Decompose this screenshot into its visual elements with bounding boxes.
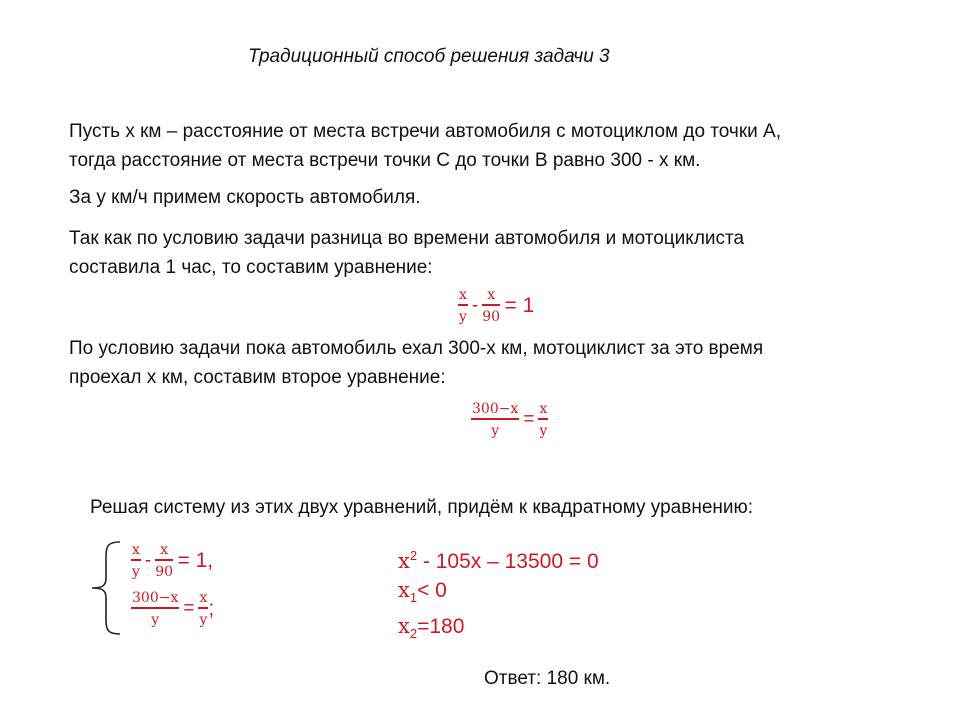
denominator: y [131, 564, 140, 580]
fraction-x-over-y [538, 401, 548, 439]
system-equation-2 [131, 590, 214, 628]
paragraph-definition-x [69, 117, 781, 175]
denominator: y [491, 423, 500, 439]
paragraph-line: тогда расстояние от места встречи точки С до точки В равно 300 - x км. [69, 150, 701, 171]
semicolon: ; [208, 597, 215, 620]
fraction-x-over-90 [155, 542, 173, 580]
subscript: 2 [409, 626, 418, 642]
paragraph-definition-y: За y км/ч примем скорость автомобиля. [69, 187, 421, 208]
denominator: y [539, 423, 548, 439]
fraction-300-minus-x-over-y [471, 401, 519, 439]
denominator: 90 [155, 564, 174, 580]
paragraph-first-equation-intro [69, 224, 744, 282]
minus-sign: - [471, 295, 479, 316]
root-1 [398, 576, 599, 612]
equals-sign: = [523, 409, 535, 430]
variable: x [398, 578, 410, 602]
equation-rhs: = 1 [504, 294, 535, 317]
root-value: =180 [417, 615, 465, 639]
numerator: x [458, 287, 468, 306]
denominator: y [151, 612, 160, 628]
paragraph-line: Так как по условию задачи разница во времени автомобиля и мотоциклиста [69, 228, 745, 249]
denominator: y [199, 612, 208, 628]
equation-rhs: = 1, [177, 549, 214, 572]
variable: x [398, 549, 410, 573]
exponent: 2 [409, 548, 418, 563]
root-value: < 0 [417, 579, 447, 602]
fraction-300-minus-x-over-y [131, 590, 179, 628]
numerator: x [155, 542, 173, 561]
numerator: x [538, 401, 548, 420]
paragraph-line: проехал x км, составим второе уравнение: [69, 367, 446, 388]
fraction-x-over-y [198, 590, 208, 628]
variable: x [398, 614, 410, 639]
quadratic-equation [398, 541, 599, 576]
fraction-x-over-y [458, 287, 468, 325]
denominator: 90 [482, 309, 501, 325]
root-2 [398, 612, 599, 648]
equation-1 [458, 287, 534, 325]
numerator: x [482, 287, 500, 306]
equation-rest: - 105x – 13500 = 0 [417, 550, 599, 573]
quadratic-solution [398, 541, 599, 648]
page-title: Традиционный способ решения задачи 3 [248, 46, 610, 67]
fraction-x-over-90 [482, 287, 500, 325]
equation-2 [471, 401, 548, 439]
numerator: 300−x [471, 401, 519, 420]
numerator: 300−x [131, 590, 179, 609]
paragraph-line: По условию задачи пока автомобиль ехал 300-x км, мотоциклист за это время [69, 338, 764, 359]
subscript: 1 [409, 590, 418, 606]
denominator: y [458, 309, 467, 325]
numerator: x [131, 542, 141, 561]
answer: Ответ: 180 км. [484, 668, 611, 689]
curly-brace-icon [86, 540, 126, 636]
numerator: x [198, 590, 208, 609]
equals-sign: = [183, 598, 195, 619]
system-equation-1 [131, 542, 213, 580]
paragraph-line: Пусть x км – расстояние от места встречи автомобиля с мотоциклом до точки А, [69, 121, 781, 142]
paragraph-system-intro: Решая систему из этих двух уравнений, придём к квадратному уравнению: [90, 497, 754, 518]
paragraph-line: составила 1 час, то составим уравнение: [69, 257, 433, 278]
fraction-x-over-y [131, 542, 141, 580]
paragraph-second-equation-intro [69, 334, 763, 392]
minus-sign: - [144, 550, 152, 571]
